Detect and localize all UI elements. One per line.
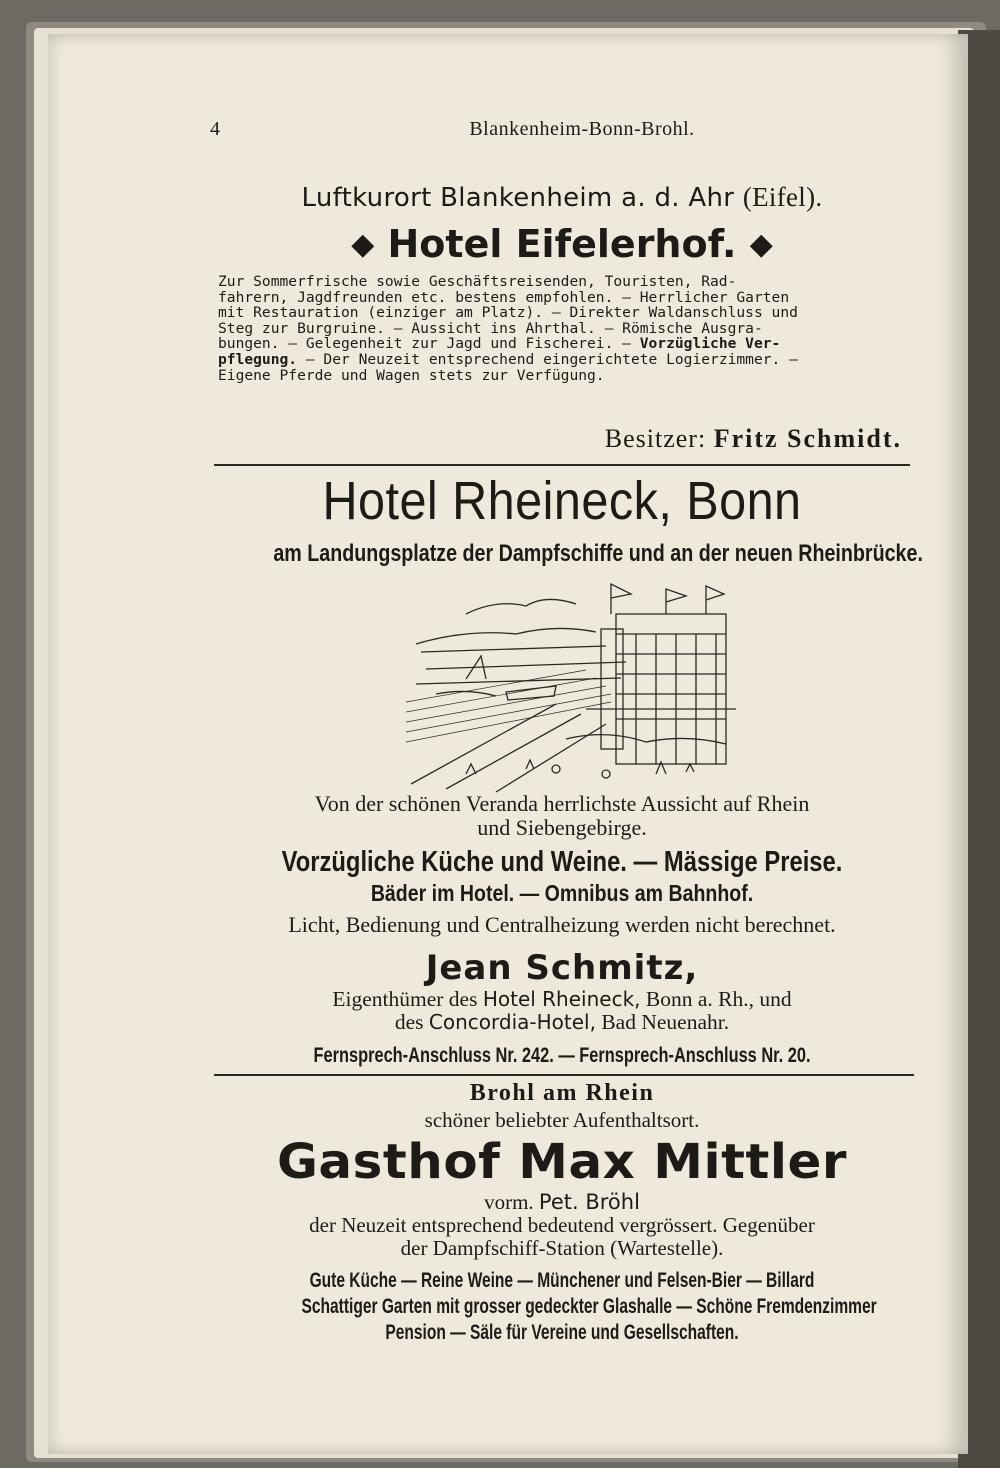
description-line: Zur Sommerfrische sowie Geschäftsreisenden, Touristen, Rad- — [218, 273, 737, 290]
mittler-name: Gasthof Max Mittler — [276, 1134, 848, 1190]
owner-details-line — [210, 988, 914, 1011]
rheineck-kueche: Vorzügliche Küche und Weine. — Mässige Preise. — [281, 846, 843, 878]
owner-details-text: Eigenthümer des — [332, 987, 483, 1011]
mittler-tagline: schöner beliebter Aufenthaltsort. — [424, 1108, 700, 1132]
veranda-line: und Siebengebirge. — [477, 815, 647, 840]
owner-details-hotel: Hotel Rheineck, — [482, 987, 641, 1011]
mittler-former-owner — [210, 1190, 914, 1215]
kurort-heading — [210, 182, 914, 213]
page-number: 4 — [210, 118, 221, 140]
running-head — [210, 118, 914, 141]
owner-details-text: Bonn a. Rh., und — [640, 987, 792, 1011]
description-line — [218, 352, 918, 368]
owner-details-text: Bad Neuenahr. — [595, 1010, 730, 1034]
mittler-description-line: der Dampfschiff-Station (Wartestelle). — [400, 1236, 724, 1260]
mittler-place: Brohl am Rhein — [469, 1080, 655, 1106]
owner-details-line — [210, 1011, 914, 1034]
mittler-features-line: Pension — Säle für Vereine und Gesellschaften. — [385, 1321, 739, 1344]
divider — [214, 1074, 914, 1076]
hotel-rheineck-subtitle: am Landungsplatze der Dampfschiffe und an der neuen Rheinbrücke. — [273, 540, 923, 567]
owner-details-hotel: Concordia-Hotel, — [428, 1010, 596, 1034]
description-line — [218, 336, 918, 352]
rheineck-veranda-text — [210, 792, 914, 840]
mittler-features-line: Schattiger Garten mit grosser gedeckter Glashalle — Schöne Fremdenzimmer — [301, 1295, 877, 1318]
divider — [214, 464, 910, 466]
former-owner-label: vorm. — [484, 1190, 539, 1214]
rheineck-baeder: Bäder im Hotel. — Omnibus am Bahnhof. — [370, 880, 754, 906]
owner-label: Besitzer: — [604, 424, 707, 453]
rheineck-licht: Licht, Bedienung und Centralheizung werden nicht berechnet. — [288, 912, 836, 937]
diamond-ornament-icon: ◆ — [749, 227, 773, 262]
hotel-eifelerhof-name: Hotel Eifelerhof. — [387, 222, 737, 266]
running-head-title: Blankenheim-Bonn-Brohl. — [469, 118, 695, 140]
eifelerhof-description — [218, 274, 918, 383]
owner-name: Fritz Schmidt. — [713, 424, 902, 453]
description-line: Eigene Pferde und Wagen stets zur Verfügung. — [218, 366, 605, 384]
hotel-engraving-illustration — [406, 574, 736, 794]
diamond-ornament-icon: ◆ — [351, 227, 375, 262]
description-line: mit Restauration (einziger am Platz). — Direkter Waldanschluss und — [218, 304, 798, 322]
owner-details-text: des — [394, 1010, 429, 1034]
mittler-description-line: der Neuzeit entsprechend bedeutend vergrössert. Gegenüber — [309, 1213, 815, 1237]
description-text: bungen. — Gelegenheit zur Jagd und Fischerei. — — [218, 335, 640, 353]
mittler-features — [301, 1268, 877, 1346]
mittler-features-line: Gute Küche — Reine Weine — Münchener und Felsen-Bier — Billard — [309, 1269, 815, 1292]
description-bold: Vorzügliche Ver- — [639, 335, 781, 353]
former-owner-name: Pet. Bröhl — [538, 1190, 640, 1214]
mittler-description — [210, 1214, 914, 1260]
kurort-name: Luftkurort Blankenheim a. d. Ahr — [301, 183, 735, 213]
description-line: Steg zur Burgruine. — Aussicht ins Ahrthal. — Römische Ausgra- — [218, 319, 763, 337]
description-text: — Der Neuzeit entsprechend eingerichtete Logierzimmer. — — [297, 350, 798, 368]
rheineck-owner: Jean Schmitz, — [425, 948, 699, 988]
hotel-eifelerhof-title — [210, 222, 914, 266]
book-page — [48, 34, 968, 1454]
description-bold: pflegung. — [218, 350, 298, 368]
veranda-line: Von der schönen Veranda herrlichste Aussicht auf Rhein — [314, 791, 810, 816]
hotel-rheineck-title: Hotel Rheineck, Bonn — [322, 471, 802, 531]
owner-line — [605, 424, 902, 454]
description-line: fahrern, Jagdfreunden etc. bestens empfohlen. — Herrlicher Garten — [218, 288, 790, 306]
rheineck-owner-details — [210, 988, 914, 1034]
kurort-region: (Eifel). — [742, 182, 823, 212]
rheineck-telephone: Fernsprech-Anschluss Nr. 242. — Fernsprech-Anschluss Nr. 20. — [313, 1044, 811, 1067]
